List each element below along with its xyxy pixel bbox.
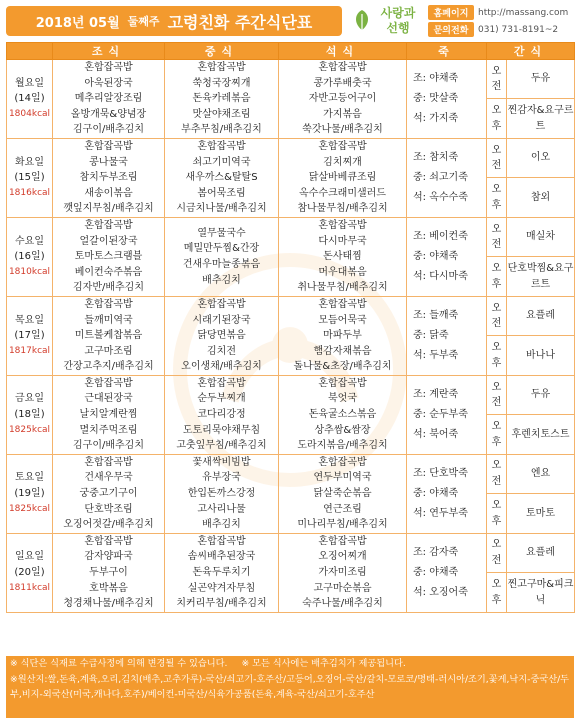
pm-label: 오후 <box>487 573 507 612</box>
juk-item: 중: 맛살죽 <box>413 92 459 104</box>
snack-pm: 후렌치토스트 <box>507 415 575 454</box>
dish-item: 혼합잡곡밥 <box>318 62 367 73</box>
day-row <box>7 375 575 414</box>
dinner-cell <box>279 533 407 612</box>
day-kcal: 1810kcal <box>8 266 51 277</box>
day-name: 금요일 <box>15 393 44 405</box>
dish-item: 혼합잡곡밥 <box>318 140 367 152</box>
footer-origin-note: ※원산지:쌀,돈육,계육,오리,김치(배추,고추가루)-국산/쇠고기-호주산/고등어,오징어-국산/갈치-모로코/명태-러시아/조기,꽃게,낙지-중국산/두부,비지-외국산(미국,캐나다,호주)/베이컨-미국산/식육가공품(돈육,계육-국산/쇠고기-호주산 <box>10 673 570 700</box>
phone-number: 031) 731-8191~2 <box>478 24 559 35</box>
dish-item: 혼합잡곡밥 <box>84 298 133 310</box>
title-bar <box>6 6 342 36</box>
dish-item: 모듬어묵국 <box>318 314 367 326</box>
day-date: (15일) <box>14 172 45 184</box>
am-label: 오전 <box>487 296 507 335</box>
day-cell <box>7 296 53 375</box>
juk-cell <box>407 454 487 533</box>
juk-item: 석: 가지죽 <box>413 112 459 124</box>
lunch-cell <box>165 533 279 612</box>
dish-item: 배추김치 <box>202 274 241 286</box>
dish-item: 호박볶음 <box>89 582 128 594</box>
dish-item: 김자반/배추김치 <box>73 282 144 294</box>
dish-item: 간장고추지/배추김치 <box>63 361 154 373</box>
dinner-cell <box>279 217 407 296</box>
dish-item: 부추무침/배추김치 <box>181 124 262 136</box>
snack-pm: 찐감자&요구르트 <box>507 99 575 138</box>
juk-column-header: 죽 <box>407 43 487 60</box>
dish-item: 참나물무침/배추김치 <box>297 203 388 215</box>
dish-item: 김치전 <box>207 345 236 357</box>
dish-item: 깻잎지무침/배추김치 <box>63 203 154 215</box>
dish-item: 다시마무국 <box>318 235 367 247</box>
dish-item: 혼합잡곡밥 <box>318 535 367 547</box>
leaf-logo-icon <box>352 8 372 32</box>
snack-am: 요플레 <box>507 533 575 572</box>
dish-item: 순두부찌개 <box>197 393 246 405</box>
breakfast-column-header: 조식 <box>53 43 165 60</box>
dish-item: 치커리무침/배추김치 <box>176 598 267 610</box>
homepage-label: 홈페이지 <box>428 5 474 20</box>
day-name: 목요일 <box>15 314 44 326</box>
juk-item: 조: 단호박죽 <box>413 467 468 479</box>
breakfast-cell <box>53 138 165 217</box>
dish-item: 돈육두루치기 <box>192 567 251 578</box>
dish-item: 닭당면볶음 <box>197 330 246 342</box>
dish-item: 연두부미역국 <box>313 472 372 484</box>
dish-item: 새우까스&탈탈S <box>185 172 258 184</box>
dish-item: 돈육굴소스볶음 <box>308 409 377 421</box>
dish-item: 취나물무침/배추김치 <box>297 282 388 294</box>
day-kcal: 1825kcal <box>8 424 51 435</box>
dish-item: 혼합잡곡밥 <box>318 377 367 389</box>
day-name: 일요일 <box>15 551 44 563</box>
dish-item: 자반고등어구이 <box>308 93 377 105</box>
dish-item: 혼합잡곡밥 <box>197 298 246 310</box>
juk-item: 중: 야채죽 <box>413 566 459 578</box>
dish-item: 오징어찌개 <box>318 551 367 563</box>
juk-item: 조: 들깨죽 <box>413 309 459 321</box>
day-name: 화요일 <box>15 156 44 168</box>
dish-item: 혼합잡곡밥 <box>84 535 133 547</box>
dinner-cell <box>279 375 407 454</box>
dish-item: 김치찌개 <box>323 156 362 168</box>
pm-label: 오후 <box>487 178 507 217</box>
pm-label: 오후 <box>487 336 507 375</box>
snack-am: 매실차 <box>507 217 575 256</box>
day-kcal: 1811kcal <box>8 582 51 593</box>
day-kcal: 1817kcal <box>8 345 51 356</box>
juk-item: 조: 감자죽 <box>413 546 459 558</box>
day-row <box>7 296 575 335</box>
dish-item: 옥수수크래미샐러드 <box>299 187 386 199</box>
logo-line-2: 선행 <box>386 21 410 35</box>
day-cell <box>7 217 53 296</box>
homepage-row <box>428 4 578 21</box>
phone-row <box>428 21 578 38</box>
lunch-cell <box>165 60 279 139</box>
dish-item: 근대된장국 <box>84 393 133 405</box>
juk-cell <box>407 138 487 217</box>
day-row <box>7 60 575 99</box>
day-row <box>7 533 575 572</box>
day-date: (19일) <box>14 488 45 500</box>
dish-item: 햄감자채볶음 <box>313 345 372 357</box>
dish-item: 맛살야채조림 <box>192 108 251 120</box>
dish-item: 오징어젓갈/배추김치 <box>63 519 154 531</box>
pm-label: 오후 <box>487 494 507 533</box>
dish-item: 닭살죽순볶음 <box>313 488 372 500</box>
juk-item: 석: 오징어죽 <box>413 586 468 598</box>
day-column-header <box>7 43 53 60</box>
dish-item: 한입돈까스강정 <box>187 488 256 500</box>
breakfast-cell <box>53 375 165 454</box>
lunch-cell <box>165 296 279 375</box>
dinner-cell <box>279 60 407 139</box>
dish-item: 감자양파국 <box>84 551 133 563</box>
breakfast-cell <box>53 217 165 296</box>
dish-item: 혼합잡곡밥 <box>318 219 367 231</box>
dish-item: 봄어묵조림 <box>197 187 246 199</box>
day-name: 월요일 <box>15 77 44 89</box>
header <box>0 0 580 40</box>
day-kcal: 1825kcal <box>8 503 51 514</box>
breakfast-cell <box>53 533 165 612</box>
am-label: 오전 <box>487 533 507 572</box>
logo <box>352 4 424 38</box>
dish-item: 돈사태찜 <box>323 251 362 263</box>
dish-item: 혼합잡곡밥 <box>318 298 367 310</box>
dish-item: 쇠고기미역국 <box>192 156 251 168</box>
dish-item: 도라지볶음/배추김치 <box>297 440 388 452</box>
am-label: 오전 <box>487 375 507 414</box>
day-date: (17일) <box>14 330 45 342</box>
phone-label: 문의전화 <box>428 22 474 37</box>
dish-item: 날치알계란찜 <box>79 409 138 421</box>
footer-row <box>10 656 570 672</box>
am-label: 오전 <box>487 217 507 256</box>
dish-item: 혼합잡곡밥 <box>84 62 133 73</box>
lunch-column-header: 중식 <box>165 43 279 60</box>
dish-item: 올방개묵&양념장 <box>70 108 147 120</box>
dish-item: 고구마순볶음 <box>313 582 372 594</box>
dish-item: 궁중고기구이 <box>79 488 138 500</box>
dish-item: 얼갈이된장국 <box>79 235 138 247</box>
dinner-cell <box>279 454 407 533</box>
day-kcal: 1804kcal <box>8 108 51 119</box>
day-date: (16일) <box>14 251 45 263</box>
dinner-column-header: 석식 <box>279 43 407 60</box>
day-date: (18일) <box>14 409 45 421</box>
footer-note-change: ※ 식단은 식재료 수급사정에 의해 변경될 수 있습니다. <box>10 658 228 669</box>
juk-item: 중: 쇠고기죽 <box>413 171 468 183</box>
juk-item: 중: 야채죽 <box>413 487 459 499</box>
am-label: 오전 <box>487 138 507 177</box>
dish-item: 혼합잡곡밥 <box>197 535 246 547</box>
dish-item: 북엇국 <box>328 393 357 405</box>
dish-item: 시금치나물/배추김치 <box>176 203 267 215</box>
snack-am: 이오 <box>507 138 575 177</box>
dish-item: 새송이볶음 <box>84 187 133 199</box>
day-row <box>7 138 575 177</box>
logo-text <box>372 6 424 36</box>
dish-item: 숙주나물/배추김치 <box>302 598 383 610</box>
snack-pm: 토마토 <box>507 494 575 533</box>
dinner-cell <box>279 138 407 217</box>
dish-item: 혼합잡곡밥 <box>84 140 133 152</box>
dish-item: 고구마조림 <box>84 345 133 357</box>
dish-item: 혼합잡곡밥 <box>318 456 367 468</box>
dish-item: 미트볼케찹볶음 <box>74 330 143 342</box>
juk-cell <box>407 296 487 375</box>
snack-pm: 찐고구마&피크닉 <box>507 573 575 612</box>
menu-body <box>7 60 575 613</box>
am-label: 오전 <box>487 60 507 99</box>
dish-item: 혼합잡곡밥 <box>84 219 133 231</box>
dish-item: 아욱된장국 <box>84 77 133 89</box>
juk-item: 석: 북어죽 <box>413 428 459 440</box>
homepage-link[interactable]: http://massang.com <box>478 7 569 18</box>
pm-label: 오후 <box>487 257 507 296</box>
dish-item: 도토리묵야채무침 <box>182 424 261 436</box>
dish-item: 실곤약겨자무침 <box>187 582 256 594</box>
dish-item: 혼합잡곡밥 <box>84 456 133 468</box>
dish-item: 건새우마늘종볶음 <box>182 258 261 270</box>
pm-label: 오후 <box>487 415 507 454</box>
dish-item: 베이컨숙주볶음 <box>74 266 143 278</box>
day-cell <box>7 454 53 533</box>
dish-item: 참치두부조림 <box>79 172 138 184</box>
juk-cell <box>407 533 487 612</box>
snack-am: 두유 <box>507 60 575 99</box>
menu-week: 둘째주 <box>127 15 160 28</box>
juk-cell <box>407 375 487 454</box>
juk-item: 조: 야채죽 <box>413 72 459 84</box>
day-row <box>7 454 575 493</box>
dish-item: 고사리나물 <box>197 503 246 515</box>
juk-item: 석: 다시마죽 <box>413 270 468 282</box>
dish-item: 미나리무침/배추김치 <box>297 519 388 531</box>
dish-item: 열무물국수 <box>197 227 246 239</box>
dish-item: 혼합잡곡밥 <box>197 62 246 73</box>
dish-item: 돌나물&초장/배추김치 <box>293 361 392 373</box>
snack-pm: 바나나 <box>507 336 575 375</box>
day-date: (14일) <box>14 93 45 105</box>
dish-item: 솜씨배추된장국 <box>187 551 256 563</box>
dish-item: 멸치주먹조림 <box>79 424 138 436</box>
juk-cell <box>407 60 487 139</box>
dish-item: 혼합잡곡밥 <box>84 377 133 389</box>
dish-item: 혼합잡곡밥 <box>197 140 246 152</box>
breakfast-cell <box>53 296 165 375</box>
dish-item: 메추리알장조림 <box>74 93 143 105</box>
snack-am: 엔요 <box>507 454 575 493</box>
juk-item: 조: 계란죽 <box>413 388 459 400</box>
dinner-cell <box>279 296 407 375</box>
contact-box <box>428 4 578 38</box>
juk-item: 중: 야채죽 <box>413 250 459 262</box>
dish-item: 김구이/배추김치 <box>73 440 144 452</box>
juk-item: 석: 옥수수죽 <box>413 191 468 203</box>
footer-notes <box>6 656 574 718</box>
day-row <box>7 217 575 256</box>
dish-item: 가자미조림 <box>318 567 367 578</box>
dish-item: 쑥갓나물/배추김치 <box>302 124 383 136</box>
day-name: 토요일 <box>15 472 44 484</box>
dish-item: 가지볶음 <box>323 108 362 120</box>
day-cell <box>7 138 53 217</box>
dish-item: 두부구이 <box>89 567 128 578</box>
snack-column-header: 간식 <box>487 43 575 60</box>
pm-label: 오후 <box>487 99 507 138</box>
juk-item: 석: 연두부죽 <box>413 507 468 519</box>
dish-item: 돈육카레볶음 <box>192 93 251 105</box>
dish-item: 혼합잡곡밥 <box>197 377 246 389</box>
dish-item: 코다리강정 <box>197 409 246 421</box>
juk-item: 조: 참치죽 <box>413 151 459 163</box>
menu-table <box>6 42 575 613</box>
dish-item: 닭살바베큐조림 <box>308 172 377 184</box>
juk-item: 중: 순두부죽 <box>413 408 468 420</box>
dish-item: 쑥청국장찌개 <box>192 77 251 89</box>
juk-item: 석: 두부죽 <box>413 349 459 361</box>
dish-item: 콩가루배춧국 <box>313 77 372 89</box>
dish-item: 오이생채/배추김치 <box>181 361 262 373</box>
day-cell <box>7 375 53 454</box>
lunch-cell <box>165 454 279 533</box>
dish-item: 청경채나물/배추김치 <box>63 598 154 610</box>
juk-cell <box>407 217 487 296</box>
day-cell <box>7 533 53 612</box>
dish-item: 연근조림 <box>323 503 362 515</box>
page-title: 고령친화 주간식단표 <box>167 12 313 32</box>
dish-item: 마파두부 <box>323 330 362 342</box>
footer-note-kimchi: ※ 모든 식사에는 배추김치가 제공됩니다. <box>241 658 406 669</box>
dish-item: 머우대볶음 <box>318 266 367 278</box>
dish-item: 고춧잎무침/배추김치 <box>176 440 267 452</box>
day-kcal: 1816kcal <box>8 187 51 198</box>
day-date: (20일) <box>14 567 45 578</box>
dish-item: 메밀만두찜&간장 <box>183 243 260 255</box>
am-label: 오전 <box>487 454 507 493</box>
dish-item: 유부장국 <box>202 472 241 484</box>
dish-item: 김구이/배추김치 <box>73 124 144 136</box>
dish-item: 들깨미역국 <box>84 314 133 326</box>
menu-month: 2018년 05월 <box>35 15 120 31</box>
lunch-cell <box>165 138 279 217</box>
snack-pm: 단호박찜&요구르트 <box>507 257 575 296</box>
breakfast-cell <box>53 60 165 139</box>
juk-item: 중: 닭죽 <box>413 329 449 341</box>
table-header-row <box>7 43 575 60</box>
dish-item: 토마토스크램블 <box>74 251 143 263</box>
day-cell <box>7 60 53 139</box>
dish-item: 건새우무국 <box>84 472 133 484</box>
dish-item: 콩나물국 <box>89 156 128 168</box>
dish-item: 상추쌈&쌈장 <box>314 424 371 436</box>
snack-pm: 참외 <box>507 178 575 217</box>
dish-item: 배추김치 <box>202 519 241 531</box>
lunch-cell <box>165 375 279 454</box>
juk-item: 조: 베이컨죽 <box>413 230 468 242</box>
dish-item: 꽃새싹비빔밥 <box>192 456 251 468</box>
snack-am: 요플레 <box>507 296 575 335</box>
snack-am: 두유 <box>507 375 575 414</box>
logo-line-1: 사랑과 <box>380 6 416 20</box>
breakfast-cell <box>53 454 165 533</box>
dish-item: 단호박조림 <box>84 503 133 515</box>
lunch-cell <box>165 217 279 296</box>
day-name: 수요일 <box>15 235 44 247</box>
dish-item: 시래기된장국 <box>192 314 251 326</box>
